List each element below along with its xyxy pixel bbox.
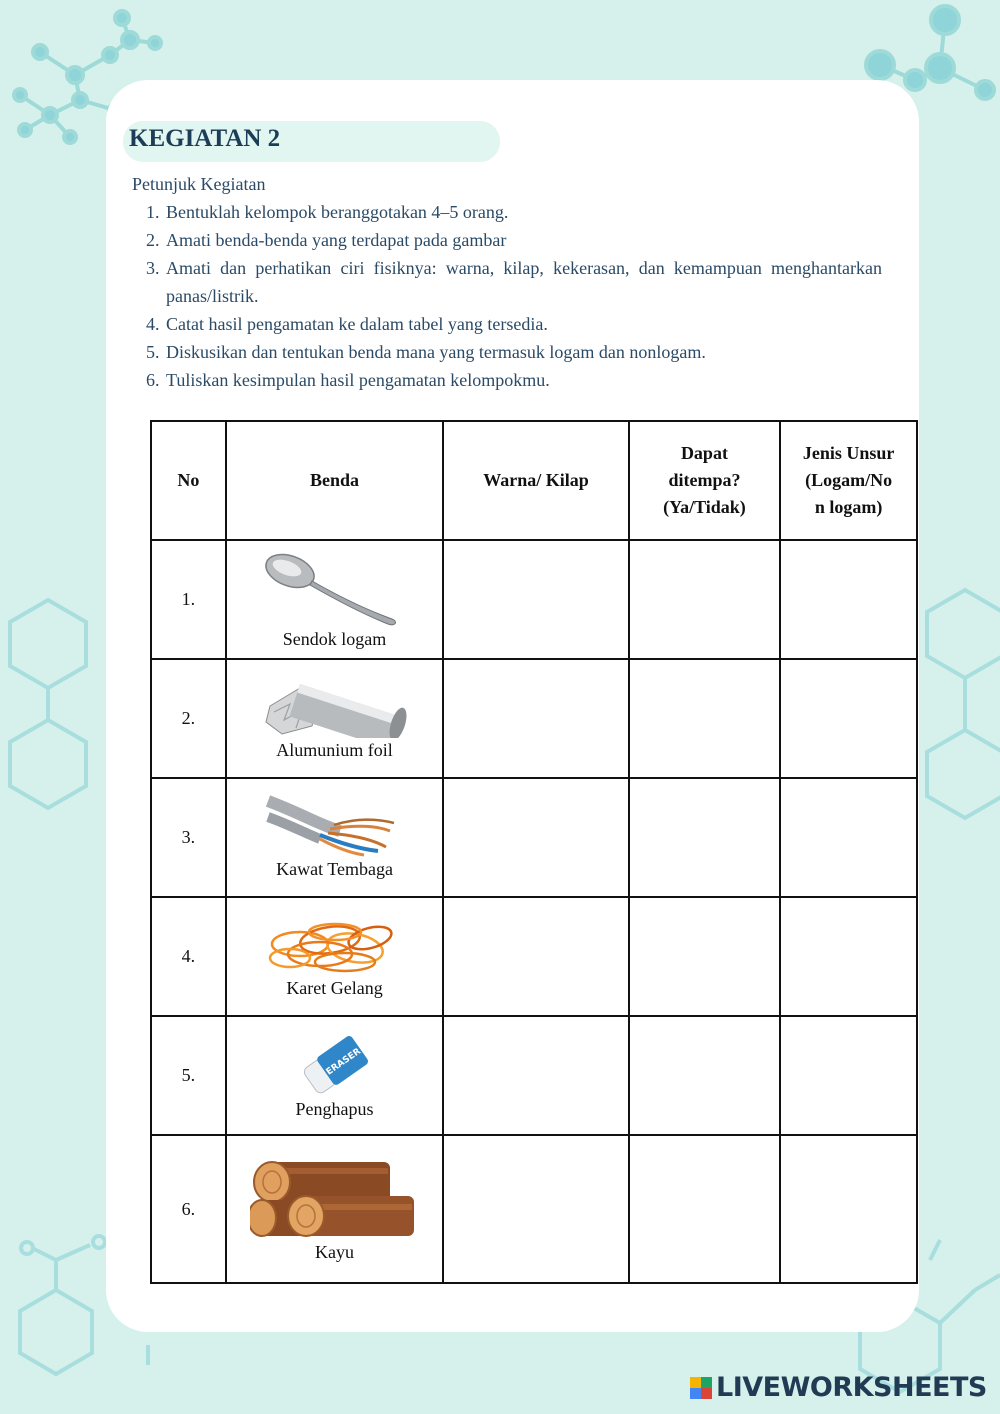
header-dapat-ditempa: Dapat ditempa? (Ya/Tidak) (629, 421, 781, 540)
answer-cell-warna[interactable] (443, 778, 628, 897)
instruction-item (146, 310, 882, 338)
instruction-item (146, 366, 882, 394)
row-number: 4. (151, 897, 226, 1016)
instruction-number: 2. (146, 230, 160, 250)
row-number: 3. (151, 778, 226, 897)
answer-cell-ditempa[interactable] (629, 659, 781, 778)
row-number: 2. (151, 659, 226, 778)
benda-name: Penghapus (295, 1099, 374, 1119)
table-row (151, 540, 917, 659)
benda-cell (226, 540, 444, 659)
brand-icon (690, 1377, 712, 1399)
answer-cell-jenis[interactable] (780, 897, 917, 1016)
answer-cell-jenis[interactable] (780, 778, 917, 897)
instruction-item (146, 254, 882, 310)
instruction-text: Diskusikan dan tentukan benda mana yang termasuk logam dan nonlogam. (166, 342, 706, 362)
instruction-text: Tuliskan kesimpulan hasil pengamatan kelompokmu. (166, 370, 550, 390)
instructions-heading: Petunjuk Kegiatan (132, 174, 266, 194)
answer-cell-jenis[interactable] (780, 1016, 917, 1135)
header-no: No (151, 421, 226, 540)
answer-cell-warna[interactable] (443, 1135, 628, 1283)
table-header-row (151, 421, 917, 540)
header-warna-kilap: Warna/ Kilap (443, 421, 628, 540)
instruction-number: 3. (146, 258, 160, 278)
wood-logs-icon (250, 1156, 420, 1240)
answer-cell-ditempa[interactable] (629, 1135, 781, 1283)
brand-name: LIVEWORKSHEETS (716, 1372, 987, 1403)
answer-cell-warna[interactable] (443, 659, 628, 778)
row-number: 5. (151, 1016, 226, 1135)
answer-cell-warna[interactable] (443, 1016, 628, 1135)
eraser-icon (260, 1031, 410, 1097)
table-row (151, 659, 917, 778)
instruction-number: 4. (146, 314, 160, 334)
instruction-number: 1. (146, 202, 160, 222)
answer-cell-jenis[interactable] (780, 1135, 917, 1283)
benda-name: Kawat Tembaga (276, 859, 393, 879)
row-number: 1. (151, 540, 226, 659)
header-jenis-unsur: Jenis Unsur (Logam/No n logam) (780, 421, 917, 540)
rubber-bands-icon (260, 914, 410, 976)
answer-cell-ditempa[interactable] (629, 897, 781, 1016)
page-title: KEGIATAN 2 (129, 125, 281, 152)
table-row (151, 897, 917, 1016)
instruction-number: 6. (146, 370, 160, 390)
spoon-icon (260, 549, 410, 627)
foil-roll-icon (260, 676, 410, 738)
svg-text:ERASER: ERASER (324, 1046, 363, 1078)
benda-name: Alumunium foil (276, 740, 393, 760)
instruction-text: Bentuklah kelompok beranggotakan 4–5 orang. (166, 202, 509, 222)
answer-cell-jenis[interactable] (780, 540, 917, 659)
answer-cell-ditempa[interactable] (629, 1016, 781, 1135)
table-row (151, 1135, 917, 1283)
benda-cell (226, 778, 444, 897)
benda-name: Karet Gelang (286, 978, 383, 998)
instruction-item (146, 198, 882, 226)
instruction-text: Amati benda-benda yang terdapat pada gambar (166, 230, 507, 250)
answer-cell-ditempa[interactable] (629, 778, 781, 897)
benda-cell (226, 1135, 444, 1283)
instruction-text: Catat hasil pengamatan ke dalam tabel yang tersedia. (166, 314, 548, 334)
header-benda: Benda (226, 421, 444, 540)
instruction-number: 5. (146, 342, 160, 362)
observation-table (150, 420, 918, 1284)
instruction-list (146, 198, 882, 394)
benda-cell (226, 1016, 444, 1135)
benda-name: Sendok logam (282, 629, 387, 649)
copper-wire-icon (260, 795, 410, 857)
table-row (151, 1016, 917, 1135)
instruction-text: Amati dan perhatikan ciri fisiknya: warna, kilap, kekerasan, dan kemampuan menghantarkan panas/listrik. (166, 258, 882, 306)
instruction-item (146, 338, 882, 366)
benda-name: Kayu (315, 1241, 355, 1262)
benda-cell (226, 659, 444, 778)
row-number: 6. (151, 1135, 226, 1283)
instruction-item (146, 226, 882, 254)
table-row (151, 778, 917, 897)
answer-cell-warna[interactable] (443, 897, 628, 1016)
benda-cell (226, 897, 444, 1016)
liveworksheets-logo (690, 1372, 987, 1403)
answer-cell-ditempa[interactable] (629, 540, 781, 659)
answer-cell-warna[interactable] (443, 540, 628, 659)
answer-cell-jenis[interactable] (780, 659, 917, 778)
